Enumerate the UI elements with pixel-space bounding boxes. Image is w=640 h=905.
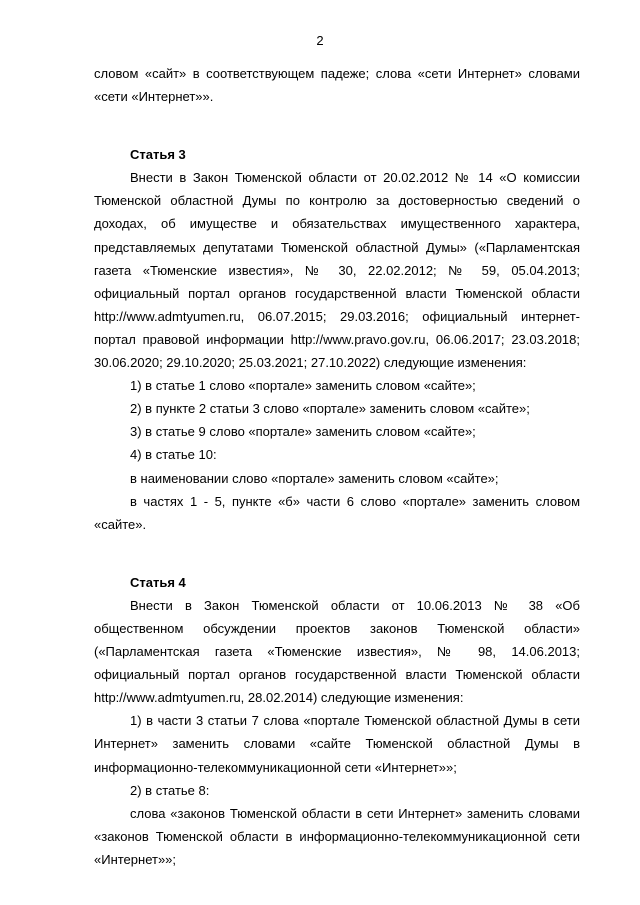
article-4-item: 1) в части 3 статьи 7 слова «портале Тюменской областной Думы в сети Интернет» заменить словами «сайте Тюменской областной Думы в информационно-телекоммуникационной сети «Интернет»»; — [94, 713, 580, 775]
article-3-item: 3) в статье 9 слово «портале» заменить словом «сайте»; — [130, 424, 476, 440]
article-3-item: 4) в статье 10: — [130, 447, 217, 463]
article-4-item: слова «законов Тюменской области в сети Интернет» заменить словами «законов Тюменской области в информационно-телекоммуникационной сети «Интернет»»; — [94, 805, 580, 867]
article-3-item: 2) в пункте 2 статьи 3 слово «портале» заменить словом «сайте»; — [130, 401, 530, 417]
article-3-item: 1) в статье 1 слово «портале» заменить словом «сайте»; — [130, 378, 476, 394]
spacer — [94, 131, 580, 143]
spacer — [94, 108, 580, 131]
article-4-item: 2) в статье 8: — [130, 782, 210, 798]
article-3-item: в наименовании слово «портале» заменить словом «сайте»; — [130, 470, 499, 486]
document-body — [94, 62, 580, 871]
spacer — [94, 559, 580, 571]
intro-paragraph: словом «сайт» в соответствующем падеже; слова «сети Интернет» словами «сети «Интернет»». — [94, 66, 580, 105]
article-3-heading: Статья 3 — [130, 147, 186, 163]
spacer — [94, 536, 580, 559]
page-number: 2 — [316, 33, 324, 48]
article-3-item: в частях 1 - 5, пункте «б» части 6 слово «портале» заменить словом «сайте». — [94, 493, 580, 532]
article-4-heading: Статья 4 — [130, 574, 186, 590]
article-3-intro: Внести в Закон Тюменской области от 20.02.2012 № 14 «О комиссии Тюменской областной Думы по контролю за достоверностью сведений о доходах, об имуществе и обязательствах имущественного характера, представляемых депутатами Тюменской областной Думы» («Парламентская газета «Тюменские известия», № 30, 22.02.2012; № 59, 05.04.2013; официальный портал органов государственной власти Тюменской области http://www.admtyumen.ru, 06.07.2015; 29.03.2016; официальный интернет-портал правовой информации http://www.pravo.gov.ru, 06.06.2017; 23.03.2018; 30.06.2020; 29.10.2020; 25.03.2021; 27.10.2022) следующие изменения: — [94, 170, 580, 371]
article-4-intro: Внести в Закон Тюменской области от 10.06.2013 № 38 «Об общественном обсуждении проектов законов Тюменской области» («Парламентская газета «Тюменские известия», № 98, 14.06.2013; официальный портал органов государственной власти Тюменской области http://www.admtyumen.ru, 28.02.2014) следующие изменения: — [94, 597, 580, 706]
